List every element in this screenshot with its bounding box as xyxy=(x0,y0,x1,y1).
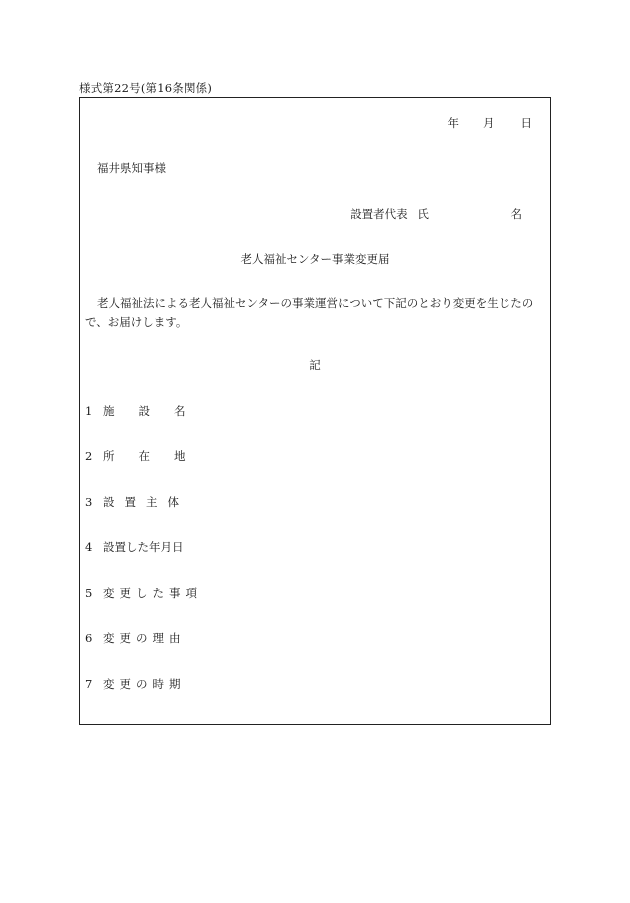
item-label: 変更の時期 xyxy=(103,677,186,691)
item-number: 6 xyxy=(85,631,93,645)
item-label: 変更の理由 xyxy=(103,631,186,645)
item-label: 施設名 xyxy=(103,404,210,418)
date-month-label: 月 xyxy=(483,116,495,130)
applicant-line xyxy=(350,206,522,222)
applicant-mei: 名 xyxy=(510,207,522,221)
item-changed-matters xyxy=(85,585,202,601)
item-number: 3 xyxy=(85,495,93,509)
applicant-label: 設置者代表 xyxy=(350,207,408,221)
item-establishment-date xyxy=(85,539,185,555)
item-number: 1 xyxy=(85,404,93,418)
body-paragraph xyxy=(85,294,545,332)
date-day-label: 日 xyxy=(520,116,532,130)
item-change-timing xyxy=(85,676,185,692)
body-line-1: 老人福祉法による老人福祉センターの事業運営について下記のとおり変更を生じたの xyxy=(97,296,534,310)
date-line xyxy=(448,115,533,131)
item-label: 設置した年月日 xyxy=(103,540,184,554)
item-label: 所在地 xyxy=(103,449,210,463)
form-frame xyxy=(79,97,551,725)
item-number: 2 xyxy=(85,449,93,463)
item-facility-name xyxy=(85,403,210,419)
applicant-shi: 氏 xyxy=(417,207,429,221)
ki-heading: 記 xyxy=(309,358,321,372)
date-year-label: 年 xyxy=(447,116,459,130)
form-number: 様式第22号(第16条関係) xyxy=(79,81,213,95)
item-number: 5 xyxy=(85,586,93,600)
item-number: 7 xyxy=(85,677,93,691)
item-change-reason xyxy=(85,630,185,646)
item-label: 変更した事項 xyxy=(103,586,202,600)
document-title: 老人福祉センター事業変更届 xyxy=(240,252,390,266)
item-establishing-body xyxy=(85,494,189,510)
body-line-2: で、お届けします。 xyxy=(85,315,188,329)
addressee: 福井県知事様 xyxy=(97,161,166,175)
item-label: 設置主体 xyxy=(103,495,189,509)
item-location xyxy=(85,448,210,464)
item-number: 4 xyxy=(85,540,93,554)
